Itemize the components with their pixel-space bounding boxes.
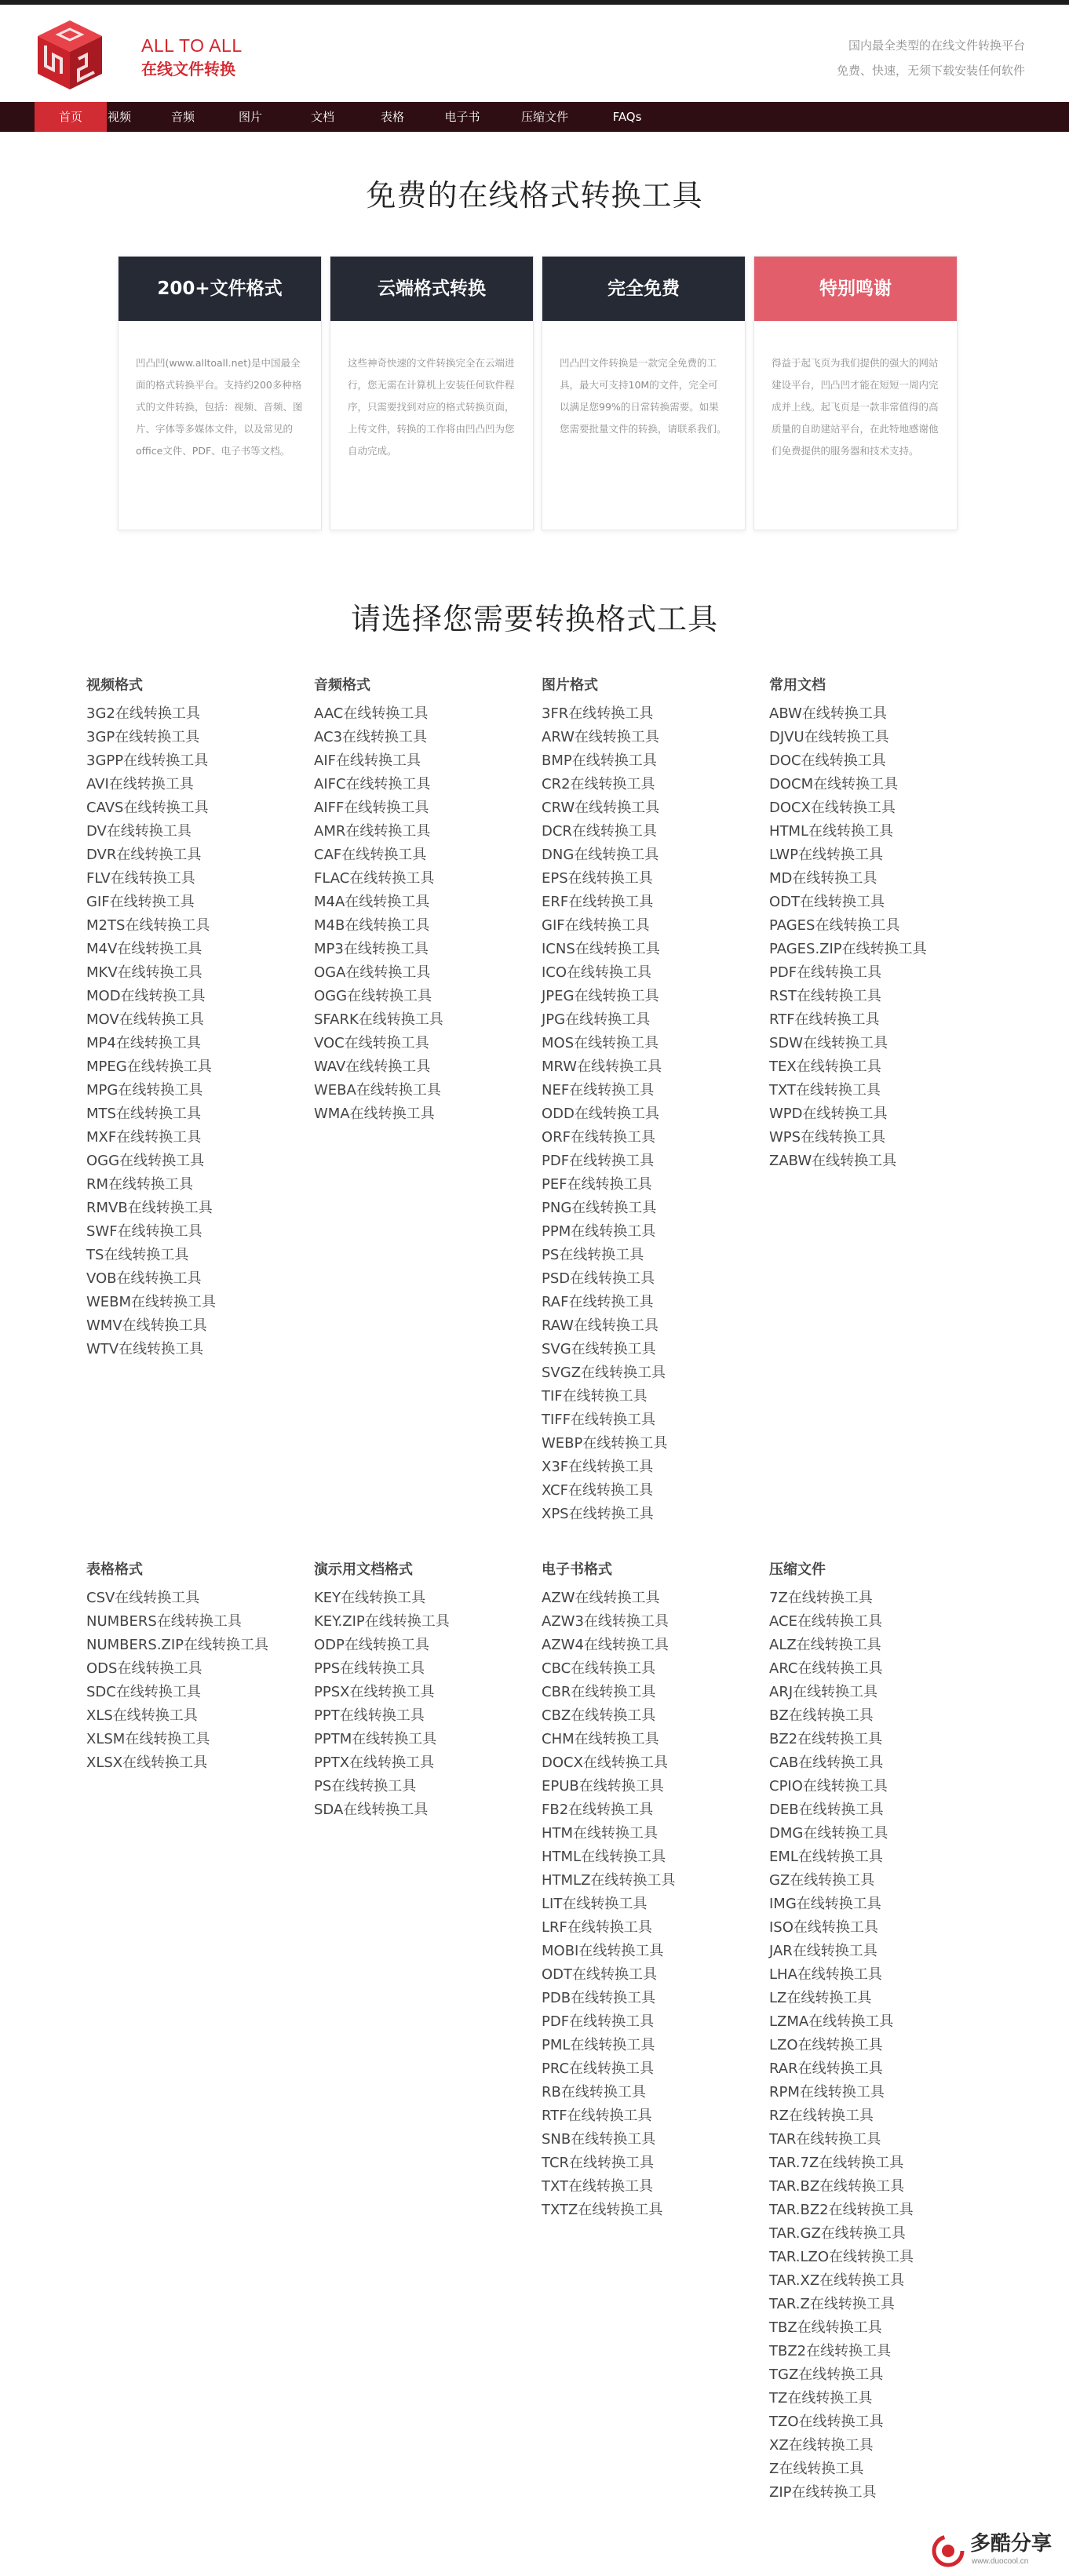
tool-link[interactable]: EML在线转换工具 xyxy=(769,1849,883,1865)
tool-link[interactable]: WEBP在线转换工具 xyxy=(542,1435,668,1452)
format-column xyxy=(769,1557,997,2505)
tool-link[interactable]: PS在线转换工具 xyxy=(314,1778,417,1794)
tool-link[interactable]: CAVS在线转换工具 xyxy=(86,800,209,816)
tool-link[interactable]: PDF在线转换工具 xyxy=(769,964,882,981)
watermark xyxy=(931,2530,1064,2571)
tool-link[interactable]: XZ在线转换工具 xyxy=(769,2437,874,2454)
tool-link[interactable]: ODS在线转换工具 xyxy=(86,1660,202,1677)
format-column xyxy=(86,672,314,1361)
tool-link[interactable]: OGA在线转换工具 xyxy=(314,964,431,981)
tool-link[interactable]: DOCX在线转换工具 xyxy=(542,1754,668,1771)
tool-link[interactable]: RTF在线转换工具 xyxy=(769,1011,880,1028)
format-column xyxy=(542,1557,769,2222)
tool-link[interactable]: AIFF在线转换工具 xyxy=(314,800,429,816)
format-column-title: 表格格式 xyxy=(86,1561,143,1578)
tool-link[interactable]: PDB在线转换工具 xyxy=(542,1990,656,2006)
tool-link[interactable]: TBZ在线转换工具 xyxy=(769,2319,882,2336)
tool-link[interactable]: Z在线转换工具 xyxy=(769,2461,864,2477)
tool-link[interactable]: XCF在线转换工具 xyxy=(542,1482,653,1499)
tool-link[interactable]: CAB在线转换工具 xyxy=(769,1754,884,1771)
tool-link[interactable]: NUMBERS.ZIP在线转换工具 xyxy=(86,1637,269,1653)
tool-link[interactable]: MXF在线转换工具 xyxy=(86,1129,202,1146)
format-column-title: 电子书格式 xyxy=(542,1561,612,1578)
tool-link[interactable]: JPG在线转换工具 xyxy=(542,1011,651,1028)
nav-item[interactable]: 电子书 xyxy=(444,110,480,124)
feature-card-title: 特别鸣谢 xyxy=(754,257,957,321)
tool-link[interactable]: ACE在线转换工具 xyxy=(769,1613,882,1630)
tool-link[interactable]: OGG在线转换工具 xyxy=(86,1153,205,1169)
tool-link[interactable]: HTM在线转换工具 xyxy=(542,1825,659,1842)
tool-link[interactable]: AZW4在线转换工具 xyxy=(542,1637,669,1653)
tool-link[interactable]: 3G2在线转换工具 xyxy=(86,705,200,722)
tool-link[interactable]: EPS在线转换工具 xyxy=(542,870,653,887)
tool-link[interactable]: DMG在线转换工具 xyxy=(769,1825,888,1842)
tool-link[interactable]: LHA在线转换工具 xyxy=(769,1966,882,1983)
tool-link[interactable]: 3FR在线转换工具 xyxy=(542,705,654,722)
tool-link[interactable]: LWP在线转换工具 xyxy=(769,847,884,863)
tool-link[interactable]: ERF在线转换工具 xyxy=(542,894,654,910)
tool-link[interactable]: TXT在线转换工具 xyxy=(769,1082,881,1099)
tool-link[interactable]: GIF在线转换工具 xyxy=(86,894,195,910)
tool-link[interactable]: PNG在线转换工具 xyxy=(542,1200,657,1216)
tool-link[interactable]: HTML在线转换工具 xyxy=(542,1849,666,1865)
format-column-title: 音频格式 xyxy=(314,677,370,694)
tool-link[interactable]: RPM在线转换工具 xyxy=(769,2084,885,2101)
tool-link[interactable]: XLSM在线转换工具 xyxy=(86,1731,210,1747)
tool-link[interactable]: M4A在线转换工具 xyxy=(314,894,430,910)
tool-link[interactable]: RM在线转换工具 xyxy=(86,1176,194,1193)
feature-card-title: 完全免费 xyxy=(542,257,745,321)
tool-link[interactable]: CHM在线转换工具 xyxy=(542,1731,659,1747)
format-column xyxy=(86,1557,314,1775)
tool-link[interactable]: TAR.XZ在线转换工具 xyxy=(769,2272,905,2289)
tool-link[interactable]: GZ在线转换工具 xyxy=(769,1872,875,1889)
tool-link[interactable]: MOD在线转换工具 xyxy=(86,988,206,1004)
tool-link[interactable]: ARJ在线转换工具 xyxy=(769,1684,878,1700)
tool-link[interactable]: AZW在线转换工具 xyxy=(542,1590,660,1606)
tool-link[interactable]: RAR在线转换工具 xyxy=(769,2060,883,2077)
tool-link[interactable]: CRW在线转换工具 xyxy=(542,800,660,816)
tool-link[interactable]: WEBA在线转换工具 xyxy=(314,1082,441,1099)
tool-link[interactable]: MRW在线转换工具 xyxy=(542,1058,662,1075)
tool-link[interactable]: WTV在线转换工具 xyxy=(86,1341,204,1357)
tool-link[interactable]: ODT在线转换工具 xyxy=(769,894,885,910)
tool-link[interactable]: BZ在线转换工具 xyxy=(769,1707,874,1724)
tool-link[interactable]: ALZ在线转换工具 xyxy=(769,1637,881,1653)
tool-link[interactable]: AIFC在线转换工具 xyxy=(314,776,431,792)
tool-link[interactable]: PPTM在线转换工具 xyxy=(314,1731,437,1747)
tool-link[interactable]: TGZ在线转换工具 xyxy=(769,2366,884,2383)
tool-link[interactable]: AC3在线转换工具 xyxy=(314,729,428,745)
tool-link[interactable]: TZ在线转换工具 xyxy=(769,2390,873,2407)
format-column xyxy=(769,672,997,1173)
tool-link[interactable]: DOCX在线转换工具 xyxy=(769,800,896,816)
tool-link[interactable]: MP3在线转换工具 xyxy=(314,941,429,957)
brand[interactable] xyxy=(141,35,243,80)
tool-link[interactable]: DNG在线转换工具 xyxy=(542,847,659,863)
tool-link[interactable]: SDA在线转换工具 xyxy=(314,1802,429,1818)
tool-link[interactable]: LZO在线转换工具 xyxy=(769,2037,883,2053)
tool-link[interactable]: SVG在线转换工具 xyxy=(542,1341,656,1357)
tool-link[interactable]: PPT在线转换工具 xyxy=(314,1707,425,1724)
tool-link[interactable]: RAF在线转换工具 xyxy=(542,1294,654,1310)
tool-link[interactable]: PPS在线转换工具 xyxy=(314,1660,425,1677)
tool-link[interactable]: TIF在线转换工具 xyxy=(542,1388,648,1405)
tool-link[interactable]: WMV在线转换工具 xyxy=(86,1317,207,1334)
tool-link[interactable]: 3GPP在线转换工具 xyxy=(86,752,209,769)
tool-link[interactable]: WPS在线转换工具 xyxy=(769,1129,886,1146)
tool-link[interactable]: PS在线转换工具 xyxy=(542,1247,644,1263)
tool-link[interactable]: IMG在线转换工具 xyxy=(769,1896,881,1912)
header-slogan xyxy=(837,33,1025,83)
tool-link[interactable]: LRF在线转换工具 xyxy=(542,1919,652,1936)
tool-link[interactable]: RMVB在线转换工具 xyxy=(86,1200,213,1216)
tool-link[interactable]: ICO在线转换工具 xyxy=(542,964,652,981)
tool-link[interactable]: TBZ2在线转换工具 xyxy=(769,2343,892,2359)
tool-link[interactable]: KEY.ZIP在线转换工具 xyxy=(314,1613,450,1630)
tool-link[interactable]: MOV在线转换工具 xyxy=(86,1011,204,1028)
nav-item[interactable]: 视频 xyxy=(107,110,131,124)
tool-link[interactable]: PEF在线转换工具 xyxy=(542,1176,652,1193)
tool-link[interactable]: TEX在线转换工具 xyxy=(769,1058,881,1075)
tool-link[interactable]: LZMA在线转换工具 xyxy=(769,2013,894,2030)
tool-link[interactable]: CAF在线转换工具 xyxy=(314,847,427,863)
tool-link[interactable]: VOB在线转换工具 xyxy=(86,1270,202,1287)
tool-link[interactable]: SDC在线转换工具 xyxy=(86,1684,201,1700)
format-column xyxy=(314,672,542,1126)
feature-cards xyxy=(118,256,958,530)
format-column xyxy=(542,672,769,1526)
tool-link[interactable]: FB2在线转换工具 xyxy=(542,1802,654,1818)
tool-link[interactable]: ODD在线转换工具 xyxy=(542,1106,659,1122)
swirl-logo-icon xyxy=(931,2534,965,2568)
format-column-title: 演示用文档格式 xyxy=(314,1561,413,1578)
tool-link[interactable]: MP4在线转换工具 xyxy=(86,1035,201,1051)
tool-link[interactable]: TXTZ在线转换工具 xyxy=(542,2202,663,2218)
tool-link[interactable]: MPG在线转换工具 xyxy=(86,1082,203,1099)
tool-link[interactable]: SVGZ在线转换工具 xyxy=(542,1365,666,1381)
feature-card xyxy=(330,256,534,530)
format-column-title: 图片格式 xyxy=(542,677,598,694)
tool-link[interactable]: M4V在线转换工具 xyxy=(86,941,202,957)
tool-link[interactable]: 7Z在线转换工具 xyxy=(769,1590,873,1606)
tool-link[interactable]: WEBM在线转换工具 xyxy=(86,1294,217,1310)
tool-link[interactable]: PPSX在线转换工具 xyxy=(314,1684,435,1700)
tool-link[interactable]: WPD在线转换工具 xyxy=(769,1106,888,1122)
tool-link[interactable]: CBR在线转换工具 xyxy=(542,1684,656,1700)
feature-card-text: 凹凸凹(www.alltoall.net)是中国最全面的格式转换平台。支持约200多种格式的文件转换，包括：视频、音频、图片、字体等多媒体文件，以及常见的office文件、PDF、电子书等文档。 xyxy=(136,357,303,457)
tool-link[interactable]: TAR.LZO在线转换工具 xyxy=(769,2249,914,2265)
tool-link[interactable]: FLV在线转换工具 xyxy=(86,870,195,887)
tool-link[interactable]: PDF在线转换工具 xyxy=(542,2013,655,2030)
tool-link[interactable]: MD在线转换工具 xyxy=(769,870,877,887)
feature-card xyxy=(118,256,322,530)
tool-link[interactable]: DCR在线转换工具 xyxy=(542,823,657,840)
format-column-title: 压缩文件 xyxy=(769,1561,826,1578)
nav-item[interactable]: 音频 xyxy=(170,110,195,124)
features-title: 免费的在线格式转换工具 xyxy=(366,178,703,213)
tool-link[interactable]: ABW在线转换工具 xyxy=(769,705,887,722)
tool-link[interactable]: KEY在线转换工具 xyxy=(314,1590,426,1606)
tool-link[interactable]: ZIP在线转换工具 xyxy=(769,2484,877,2501)
tool-link[interactable]: RZ在线转换工具 xyxy=(769,2108,874,2124)
tool-link[interactable]: HTMLZ在线转换工具 xyxy=(542,1872,676,1889)
tool-link[interactable]: 3GP在线转换工具 xyxy=(86,729,200,745)
brand-name-cn: 在线文件转换 xyxy=(141,60,235,78)
tool-link[interactable]: DEB在线转换工具 xyxy=(769,1802,884,1818)
tool-link[interactable]: PSD在线转换工具 xyxy=(542,1270,655,1287)
tool-link[interactable]: CPIO在线转换工具 xyxy=(769,1778,888,1794)
tool-link[interactable]: TXT在线转换工具 xyxy=(542,2178,654,2195)
tool-link[interactable]: TAR.GZ在线转换工具 xyxy=(769,2225,906,2242)
tool-link[interactable]: CBZ在线转换工具 xyxy=(542,1707,656,1724)
watermark-url: www.duocool.cn xyxy=(972,2557,1029,2566)
tool-link[interactable]: MTS在线转换工具 xyxy=(86,1106,201,1122)
tool-link[interactable]: EPUB在线转换工具 xyxy=(542,1778,664,1794)
tool-link[interactable]: DJVU在线转换工具 xyxy=(769,729,889,745)
tool-link[interactable]: WMA在线转换工具 xyxy=(314,1106,435,1122)
tool-link[interactable]: SWF在线转换工具 xyxy=(86,1223,202,1240)
tool-link[interactable]: CBC在线转换工具 xyxy=(542,1660,656,1677)
tool-link[interactable]: TAR.BZ2在线转换工具 xyxy=(769,2202,914,2218)
tool-link[interactable]: ICNS在线转换工具 xyxy=(542,941,660,957)
tool-link[interactable]: AZW3在线转换工具 xyxy=(542,1613,669,1630)
tool-link[interactable]: DV在线转换工具 xyxy=(86,823,192,840)
tool-link[interactable]: ARW在线转换工具 xyxy=(542,729,659,745)
tool-link[interactable]: PAGES.ZIP在线转换工具 xyxy=(769,941,927,957)
tool-link[interactable]: SDW在线转换工具 xyxy=(769,1035,888,1051)
tool-link[interactable]: JAR在线转换工具 xyxy=(769,1943,877,1959)
tool-link[interactable]: PPTX在线转换工具 xyxy=(314,1754,435,1771)
tool-link[interactable]: MKV在线转换工具 xyxy=(86,964,202,981)
feature-card-title: 云端格式转换 xyxy=(330,257,533,321)
tool-link[interactable]: ODP在线转换工具 xyxy=(314,1637,429,1653)
tool-link[interactable]: TAR在线转换工具 xyxy=(769,2131,881,2148)
nav-item[interactable]: 图片 xyxy=(238,110,262,124)
main-nav xyxy=(0,102,1069,132)
tool-link[interactable]: VOC在线转换工具 xyxy=(314,1035,429,1051)
tool-link[interactable]: MOS在线转换工具 xyxy=(542,1035,659,1051)
tool-link[interactable]: RB在线转换工具 xyxy=(542,2084,646,2101)
slogan-line-2: 免费、快速，无须下载安装任何软件 xyxy=(836,64,1025,78)
tool-link[interactable]: PML在线转换工具 xyxy=(542,2037,655,2053)
watermark-text: 多酷分享 xyxy=(970,2532,1053,2556)
tool-link[interactable]: AIF在线转换工具 xyxy=(314,752,421,769)
tool-link[interactable]: TIFF在线转换工具 xyxy=(542,1412,656,1428)
tool-link[interactable]: TCR在线转换工具 xyxy=(542,2155,655,2171)
tool-link[interactable]: WAV在线转换工具 xyxy=(314,1058,431,1075)
feature-card-text: 凹凸凹文件转换是一款完全免费的工具，最大可支持10M的文件，完全可以满足您99%的日常转换需要。如果您需要批量文件的转换，请联系我们。 xyxy=(560,357,727,435)
brand-name-en: ALL TO ALL xyxy=(141,35,243,56)
format-column xyxy=(314,1557,542,1822)
feature-card-text: 这些神奇快速的文件转换完全在云端进行，您无需在计算机上安装任何软件程序，只需要找到对应的格式转换页面，上传文件，转换的工作将由凹凸凹为您自动完成。 xyxy=(348,357,515,457)
format-column-title: 视频格式 xyxy=(86,677,143,694)
tool-link[interactable]: NUMBERS在线转换工具 xyxy=(86,1613,242,1630)
tool-link[interactable]: CSV在线转换工具 xyxy=(86,1590,200,1606)
tool-link[interactable]: AMR在线转换工具 xyxy=(314,823,431,840)
tool-link[interactable]: X3F在线转换工具 xyxy=(542,1459,654,1475)
tool-link[interactable]: PRC在线转换工具 xyxy=(542,2060,655,2077)
tool-link[interactable]: PDF在线转换工具 xyxy=(542,1153,655,1169)
tool-link[interactable]: ISO在线转换工具 xyxy=(769,1919,878,1936)
tool-link[interactable]: BZ2在线转换工具 xyxy=(769,1731,883,1747)
tool-link[interactable]: TAR.Z在线转换工具 xyxy=(769,2296,895,2312)
tool-link[interactable]: HTML在线转换工具 xyxy=(769,823,894,840)
feature-card-title: 200+文件格式 xyxy=(119,257,321,321)
tool-link[interactable]: OGG在线转换工具 xyxy=(314,988,432,1004)
tool-link[interactable]: XLSX在线转换工具 xyxy=(86,1754,208,1771)
tool-link[interactable]: LZ在线转换工具 xyxy=(769,1990,872,2006)
nav-item[interactable]: 表格 xyxy=(380,110,404,124)
tool-link[interactable]: DVR在线转换工具 xyxy=(86,847,202,863)
tool-link[interactable]: M2TS在线转换工具 xyxy=(86,917,210,934)
tool-link[interactable]: ZABW在线转换工具 xyxy=(769,1153,897,1169)
tool-link[interactable]: MPEG在线转换工具 xyxy=(86,1058,212,1075)
tool-link[interactable]: M4B在线转换工具 xyxy=(314,917,430,934)
nav-item[interactable]: FAQs xyxy=(612,110,642,124)
tool-link[interactable]: DOCM在线转换工具 xyxy=(769,776,899,792)
tool-link[interactable]: AAC在线转换工具 xyxy=(314,705,429,722)
tool-link[interactable]: ARC在线转换工具 xyxy=(769,1660,883,1677)
tool-link[interactable]: PAGES在线转换工具 xyxy=(769,917,900,934)
slogan-line-1: 国内最全类型的在线文件转换平台 xyxy=(848,38,1025,53)
tool-link[interactable]: SFARK在线转换工具 xyxy=(314,1011,443,1028)
feature-card xyxy=(542,256,746,530)
format-column-title: 常用文档 xyxy=(769,677,826,694)
tool-link[interactable]: LIT在线转换工具 xyxy=(542,1896,648,1912)
tool-link[interactable]: MOBI在线转换工具 xyxy=(542,1943,664,1959)
tool-link[interactable]: TAR.7Z在线转换工具 xyxy=(769,2155,904,2171)
tool-link[interactable]: GIF在线转换工具 xyxy=(542,917,650,934)
tool-link[interactable]: XLS在线转换工具 xyxy=(86,1707,198,1724)
nav-item[interactable]: 文档 xyxy=(310,110,334,124)
tools-title: 请选择您需要转换格式工具 xyxy=(350,602,718,636)
site-header xyxy=(0,5,1069,102)
tool-link[interactable]: DOC在线转换工具 xyxy=(769,752,886,769)
feature-card xyxy=(753,256,958,530)
tool-link[interactable]: FLAC在线转换工具 xyxy=(314,870,435,887)
tool-link[interactable]: RTF在线转换工具 xyxy=(542,2108,652,2124)
tool-link[interactable]: ODT在线转换工具 xyxy=(542,1966,658,1983)
tool-link[interactable]: TS在线转换工具 xyxy=(86,1247,189,1263)
tool-link[interactable]: SNB在线转换工具 xyxy=(542,2131,656,2148)
nav-item[interactable]: 首页 xyxy=(35,102,107,132)
tool-link[interactable]: XPS在线转换工具 xyxy=(542,1506,654,1522)
tool-link[interactable]: PPM在线转换工具 xyxy=(542,1223,656,1240)
tool-link[interactable]: ORF在线转换工具 xyxy=(542,1129,656,1146)
tool-link[interactable]: NEF在线转换工具 xyxy=(542,1082,655,1099)
tool-link[interactable]: CR2在线转换工具 xyxy=(542,776,655,792)
feature-card-text: 得益于起飞页为我们提供的强大的网站建设平台，凹凸凹才能在短短一周内完成并上线。起飞页是一款非常值得的高质量的自助建站平台，在此特地感谢他们免费提供的服务器和技术支持。 xyxy=(772,357,939,457)
nav-item[interactable]: 压缩文件 xyxy=(520,110,568,124)
cube-logo-icon[interactable] xyxy=(35,17,105,93)
tool-link[interactable]: RAW在线转换工具 xyxy=(542,1317,659,1334)
tool-link[interactable]: AVI在线转换工具 xyxy=(86,776,194,792)
tool-link[interactable]: JPEG在线转换工具 xyxy=(542,988,659,1004)
tool-link[interactable]: RST在线转换工具 xyxy=(769,988,881,1004)
tool-link[interactable]: TAR.BZ在线转换工具 xyxy=(769,2178,905,2195)
tool-link[interactable]: TZO在线转换工具 xyxy=(769,2414,884,2430)
tool-link[interactable]: BMP在线转换工具 xyxy=(542,752,657,769)
